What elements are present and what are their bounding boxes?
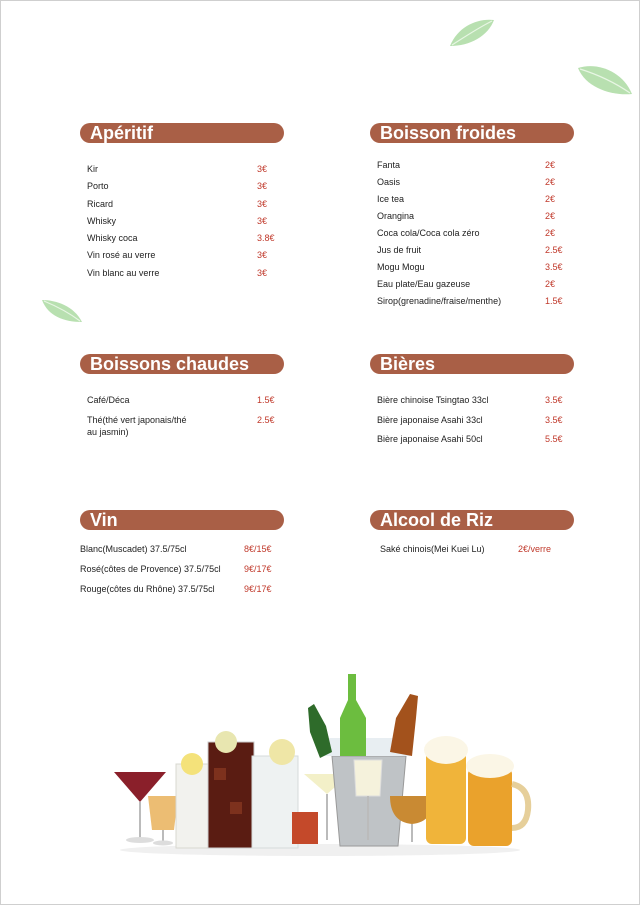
menu-item: Bière japonaise Asahi 50cl 5.5€: [377, 434, 563, 444]
section-title: Boisson froides: [370, 123, 574, 143]
menu-item: Coca cola/Coca cola zéro 2€: [377, 228, 556, 238]
menu-item: Eau plate/Eau gazeuse 2€: [377, 279, 556, 289]
menu-item: Vin rosé au verre 3€: [87, 250, 268, 261]
section-title: Vin: [80, 510, 284, 530]
menu-item: Bière chinoise Tsingtao 33cl 3.5€: [377, 395, 563, 405]
section-title: Apéritif: [80, 123, 284, 143]
menu-item: Jus de fruit 2.5€: [377, 245, 563, 255]
menu-item: Whisky 3€: [87, 215, 268, 226]
menu-item: Oasis 2€: [377, 177, 556, 187]
leaf-icon: [40, 298, 84, 324]
menu-item: Blanc(Muscadet) 37.5/75cl 8€/15€: [80, 544, 272, 554]
menu-item: Orangina 2€: [377, 211, 556, 221]
menu-item: Whisky coca 3.8€: [87, 233, 275, 244]
section-title: Boissons chaudes: [80, 354, 284, 374]
leaf-icon: [448, 18, 496, 48]
menu-item: Mogu Mogu 3.5€: [377, 262, 563, 272]
menu-item: Vin blanc au verre 3€: [87, 267, 268, 278]
menu-item: Rouge(côtes du Rhône) 37.5/75cl 9€/17€: [80, 584, 272, 594]
menu-item: Rosé(côtes de Provence) 37.5/75cl 9€/17€: [80, 564, 272, 574]
leaf-icon: [576, 64, 634, 98]
menu-item: Kir 3€: [87, 164, 268, 174]
menu-item: Porto 3€: [87, 181, 268, 192]
menu-item: Fanta 2€: [377, 160, 556, 170]
section-title: Alcool de Riz: [370, 510, 574, 530]
drinks-illustration: [100, 660, 540, 860]
menu-item: Thé(thé vert japonais/thé au jasmin) 2.5€: [87, 415, 275, 437]
menu-item: Bière japonaise Asahi 33cl 3.5€: [377, 414, 563, 425]
section-title: Bières: [370, 354, 574, 374]
menu-item: Sirop(grenadine/fraise/menthe) 1.5€: [377, 296, 563, 306]
menu-item: Saké chinois(Mei Kuei Lu) 2€/verre: [380, 544, 552, 554]
menu-item: Ricard 3€: [87, 198, 268, 209]
menu-item: Café/Déca 1.5€: [87, 395, 275, 405]
menu-item: Ice tea 2€: [377, 194, 556, 204]
